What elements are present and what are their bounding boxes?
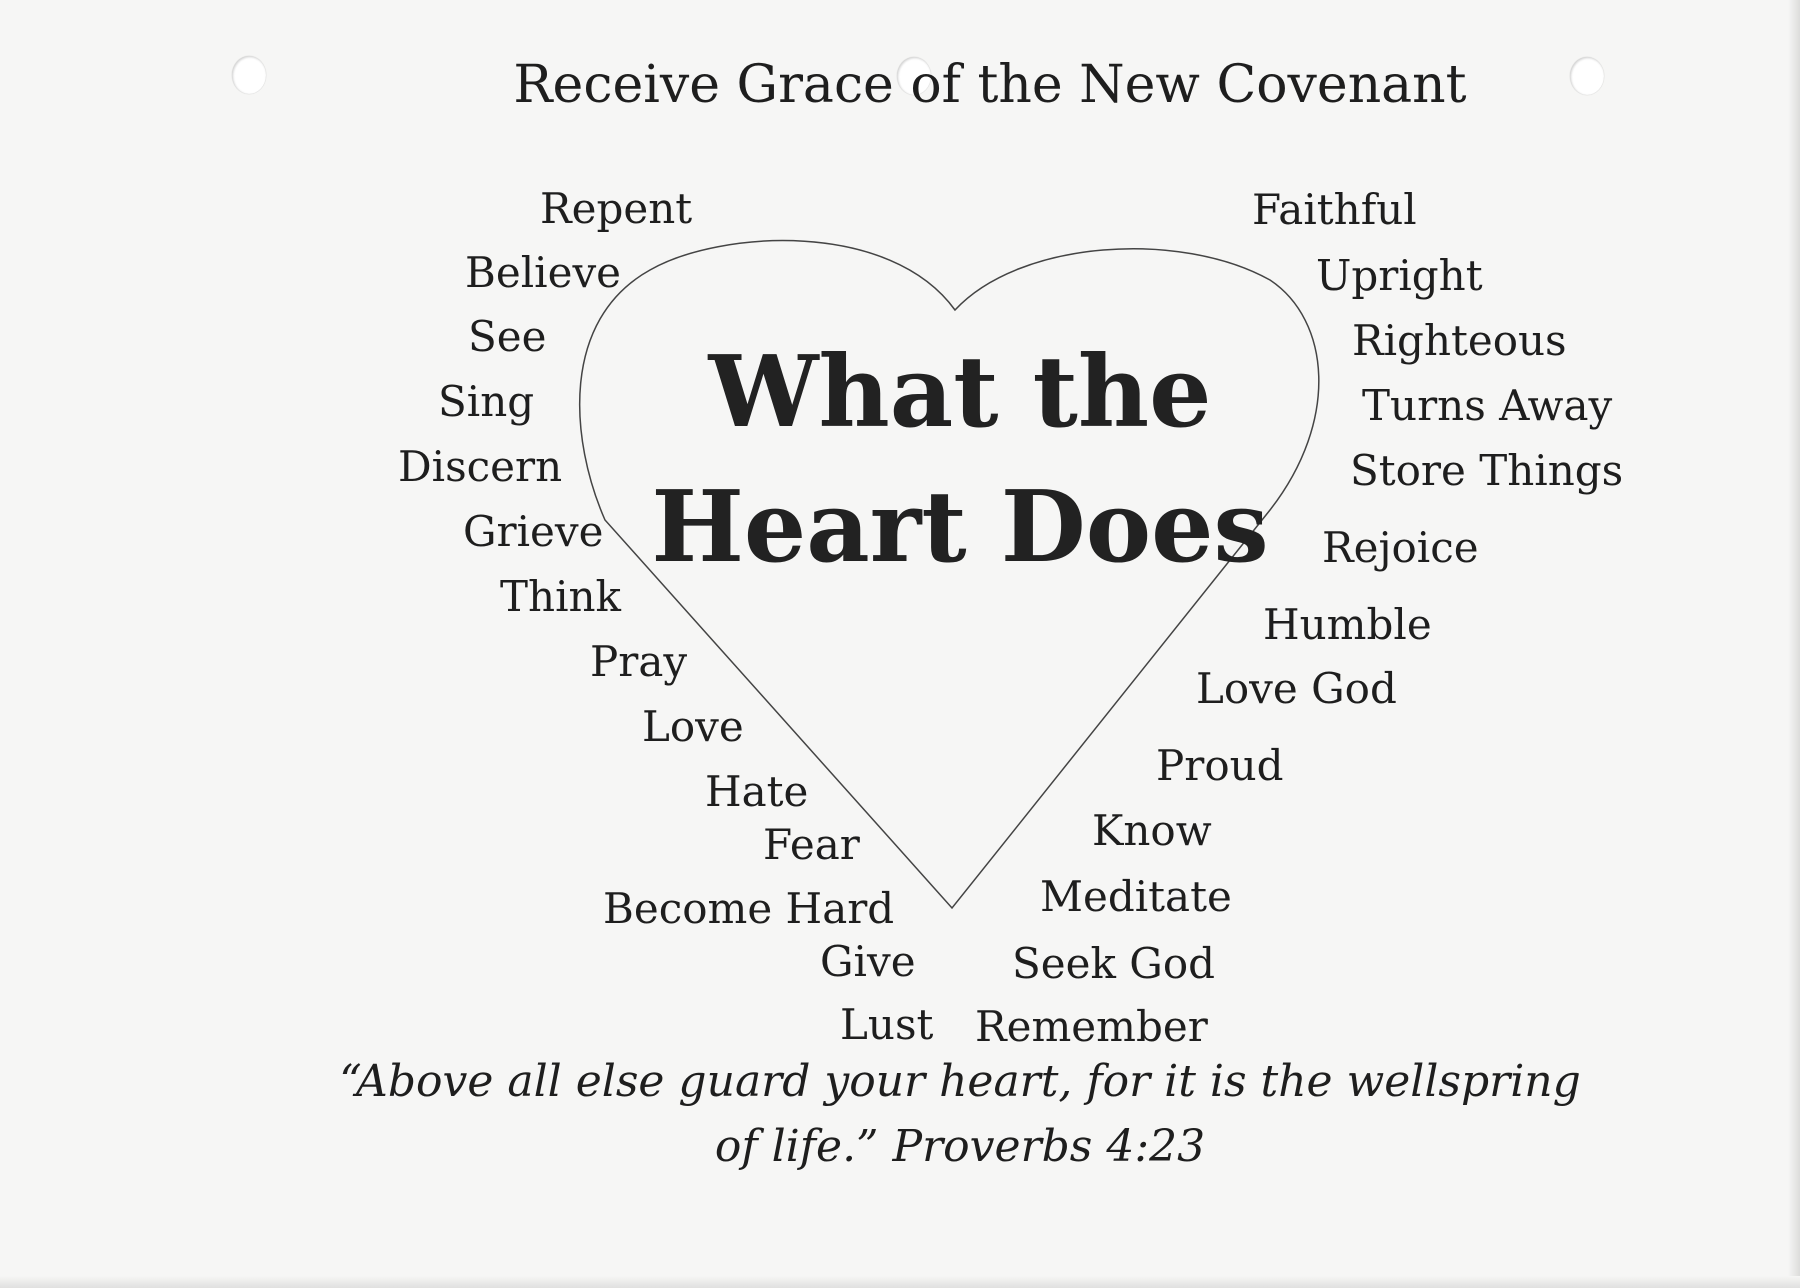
word-fear: Fear	[763, 820, 860, 869]
word-righteous: Righteous	[1352, 316, 1567, 365]
word-grieve: Grieve	[463, 507, 604, 556]
word-rejoice: Rejoice	[1322, 523, 1479, 572]
word-believe: Believe	[465, 248, 622, 297]
heart-title-line-1: What the	[708, 335, 1212, 450]
word-faithful: Faithful	[1252, 185, 1417, 234]
word-give: Give	[820, 937, 916, 986]
quote-line-1: “Above all else guard your heart, for it is the wellspring	[339, 1056, 1581, 1107]
word-pray: Pray	[590, 637, 688, 686]
word-lust: Lust	[840, 1000, 934, 1049]
word-think: Think	[500, 572, 621, 621]
page-title: Receive Grace of the New Covenant	[513, 55, 1467, 115]
heart-title-line-2: Heart Does	[651, 470, 1269, 585]
word-know: Know	[1092, 806, 1212, 855]
word-turns-away: Turns Away	[1362, 381, 1613, 430]
word-seek-god: Seek God	[1012, 939, 1216, 988]
word-sing: Sing	[438, 377, 535, 426]
word-love-god: Love God	[1196, 664, 1397, 713]
word-hate: Hate	[705, 767, 809, 816]
word-humble: Humble	[1263, 600, 1432, 649]
page-edge-shadow	[1788, 0, 1800, 1288]
quote-line-2: of life.” Proverbs 4:23	[714, 1121, 1206, 1172]
word-store-things: Store Things	[1350, 446, 1624, 495]
word-remember: Remember	[975, 1002, 1208, 1051]
page-edge-shadow	[0, 1276, 1800, 1288]
word-see: See	[468, 312, 547, 361]
word-love: Love	[642, 702, 744, 751]
word-proud: Proud	[1156, 741, 1284, 790]
word-discern: Discern	[398, 442, 563, 491]
word-upright: Upright	[1316, 251, 1483, 300]
word-become-hard: Become Hard	[603, 884, 895, 933]
word-meditate: Meditate	[1040, 872, 1232, 921]
word-repent: Repent	[540, 184, 693, 233]
